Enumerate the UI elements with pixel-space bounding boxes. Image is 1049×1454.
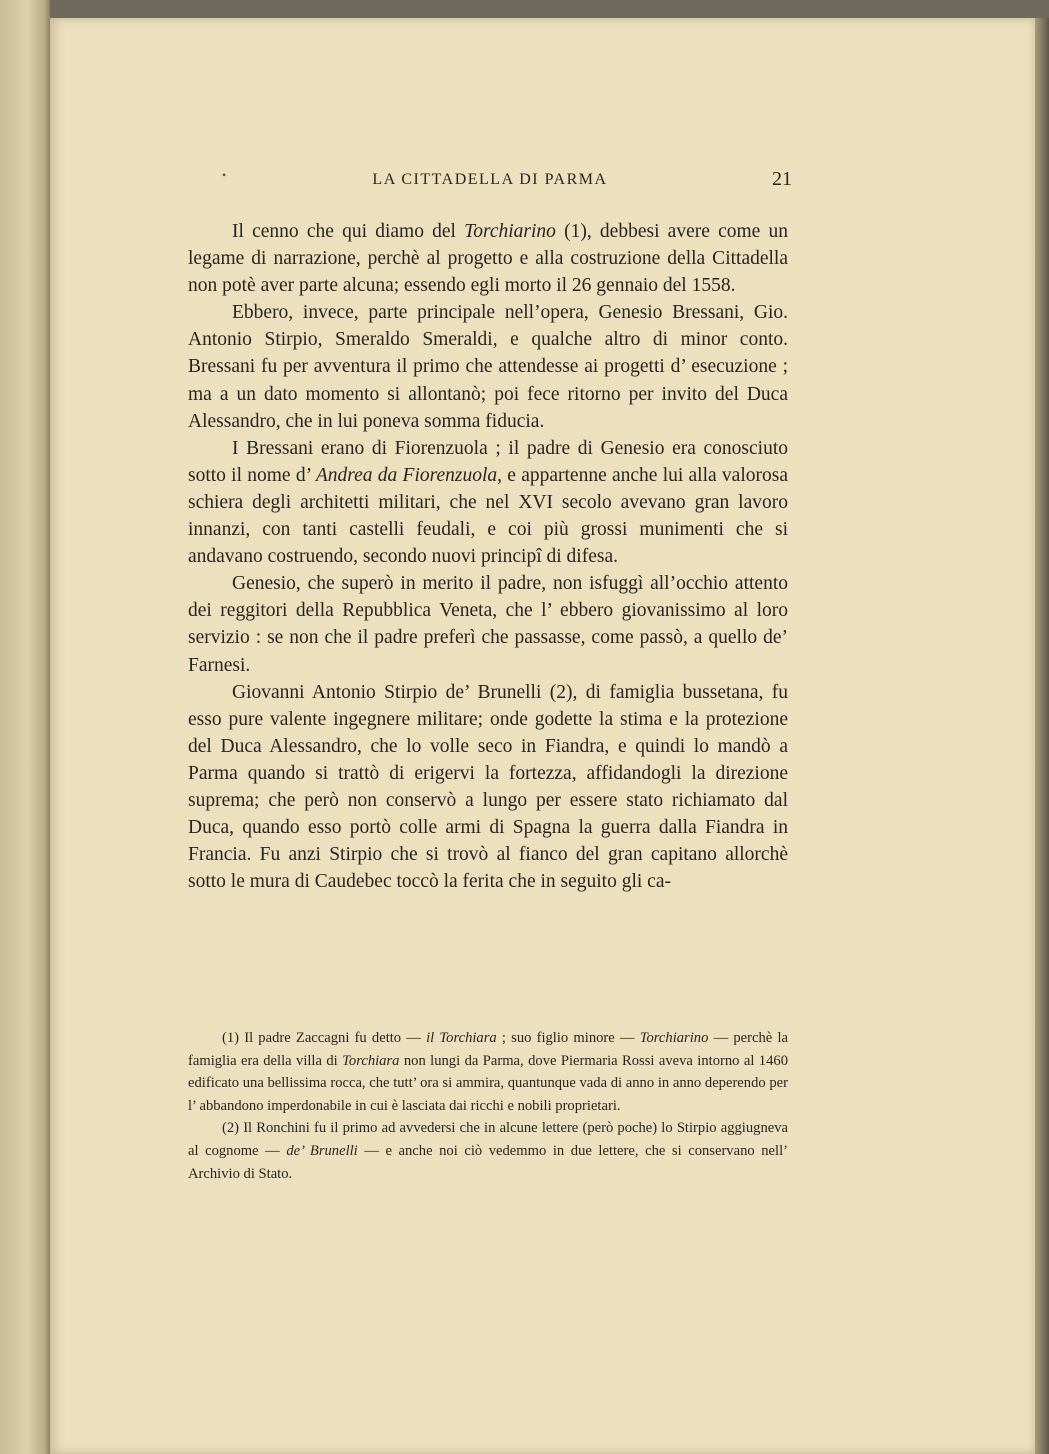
text-segment: (2) Il Ronchini fu il primo ad avvedersi che in alcune lettere (però poche) lo Stirpio aggiugneva al cognome —: [188, 1120, 788, 1159]
italic-text: de’ Brunelli: [286, 1142, 358, 1159]
text-segment: Genesio, che superò in merito il padre, non isfuggì all’occhio attento dei reggitori della Repubblica Veneta, che l’ ebbero giovanissimo al loro servizio : se non che il padre preferì che passasse, come passò, a quello de’ Farnesi.: [188, 573, 788, 676]
italic-text: Torchiarino: [464, 221, 556, 242]
text-segment: — e anche noi ciò vedemmo in due lettere, che si conservano nell’ Archivio di Stato.: [188, 1142, 788, 1182]
paragraph: [188, 218, 788, 299]
footnote: [188, 1117, 788, 1185]
text-segment: , e appartenne anche lui alla valorosa schiera degli architetti militari, che nel XVI secolo avevano gran lavoro innanzi, con tanti castelli feudali, e coi più grossi munimenti che si andavano costruendo, secondo nuovi principî di difesa.: [188, 464, 788, 568]
footnotes: [188, 1027, 788, 1185]
italic-text: il Torchiara: [426, 1030, 497, 1046]
text-segment: non lungi da Parma, dove Piermaria Rossi aveva intorno al 1460 edificato una bellissima rocca, che tutt’ ora si ammira, quantunque vada di anno in anno deperendo per l’ abbandono imperdonabile in cui è lasciata dai ricchi e nobili proprietari.: [188, 1052, 788, 1114]
italic-text: Torchiara: [342, 1052, 400, 1069]
running-head: [188, 168, 792, 196]
text-segment: (1), debbesi avere come un legame di narrazione, perchè al progetto e alla costruzione della Cittadella non potè aver parte alcuna; essendo egli morto il 26 gennaio del 1558.: [188, 221, 788, 297]
text-segment: Ebbero, invece, parte principale nell’opera, Genesio Bressani, Gio. Antonio Stirpio, Smeraldo Smeraldi, e qualche altro di minor conto. Bressani fu per avventura il primo che attendesse ai progetti d’ esecuzione ; ma a un dato momento si allontanò; poi fece ritorno per invito del Duca Alessandro, che in lui poneva somma fiducia.: [188, 302, 788, 432]
text-segment: Il cenno che qui diamo del: [232, 221, 465, 242]
footnote: [188, 1027, 788, 1117]
text-segment: (1) Il padre Zaccagni fu detto —: [222, 1030, 427, 1046]
paragraph: [188, 435, 788, 570]
running-head-title: LA CITTADELLA DI PARMA: [372, 171, 608, 188]
book-spine-left-page: [0, 0, 50, 1454]
italic-text: Torchiarino: [639, 1030, 709, 1046]
paragraph: [188, 570, 788, 678]
printer-mark: •: [222, 168, 227, 182]
page-edge-shadow: [1035, 18, 1049, 1454]
page-number: 21: [772, 168, 792, 190]
paragraph: [188, 679, 788, 896]
text-segment: ; suo figlio minore —: [496, 1030, 640, 1046]
text-segment: I Bressani erano di Fiorenzuola ; il padre di Genesio era conosciuto sotto il nome d’: [188, 437, 788, 486]
body-text: [188, 218, 788, 895]
text-segment: Giovanni Antonio Stirpio de’ Brunelli (2), di famiglia bussetana, fu esso pure valente ingegnere militare; onde godette la stima e la protezione del Duca Alessandro, che lo volle seco in Fiandra, e quindi lo mandò a Parma quando si trattò di erigervi la fortezza, affidandogli la direzione suprema; che però non conservò a lungo per essere stato richiamato dal Duca, quando esso portò colle armi di Spagna la guerra dalla Fiandra in Francia. Fu anzi Stirpio che si trovò al fianco del gran capitano allorchè sotto le mura di Caudebec toccò la ferita che in seguito gli ca-: [188, 681, 788, 893]
paragraph: [188, 299, 788, 434]
italic-text: Andrea da Fiorenzuola: [315, 464, 498, 486]
text-segment: — perchè la famiglia era della villa di: [188, 1030, 788, 1069]
